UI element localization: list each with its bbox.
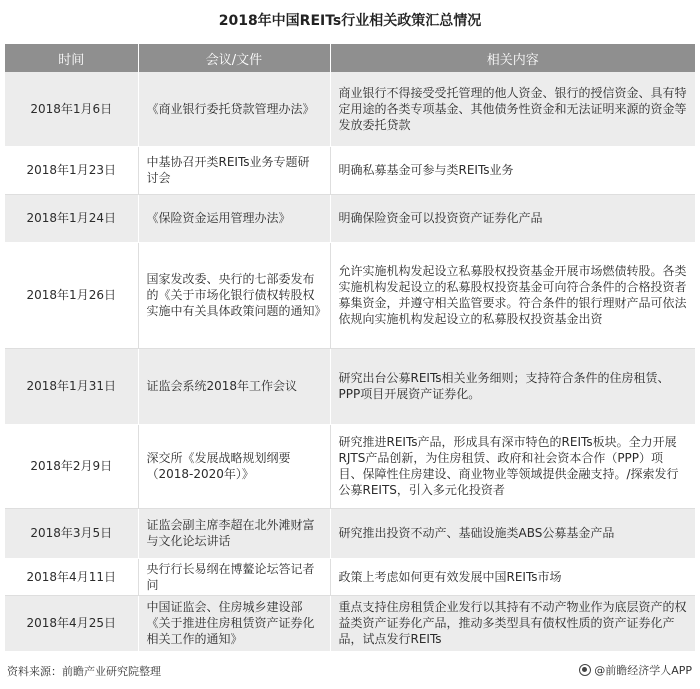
brand-logo-icon [579, 664, 591, 676]
cell-date: 2018年1月31日 [5, 348, 138, 424]
cell-date: 2018年4月11日 [5, 558, 138, 595]
table-row [5, 595, 695, 651]
cell-content: 明确保险资金可以投资资产证券化产品 [330, 194, 695, 242]
cell-content: 研究出台公募REITs相关业务细则；支持符合条件的住房租赁、PPP项目开展资产证券化。 [330, 348, 695, 424]
source-note: 资料来源：前瞻产业研究院整理 [7, 665, 161, 678]
cell-meeting: 证监会系统2018年工作会议 [138, 348, 330, 424]
table-row [5, 194, 695, 242]
table-row [5, 424, 695, 508]
cell-meeting: 《商业银行委托贷款管理办法》 [138, 72, 330, 146]
column-header-meeting: 会议/文件 [138, 44, 330, 72]
table-header-row [5, 44, 695, 72]
column-header-content: 相关内容 [330, 44, 695, 72]
cell-date: 2018年1月26日 [5, 242, 138, 348]
table-row [5, 558, 695, 595]
table-row [5, 508, 695, 558]
cell-date: 2018年4月25日 [5, 595, 138, 651]
table-row [5, 348, 695, 424]
cell-meeting: 证监会副主席李超在北外滩财富与文化论坛讲话 [138, 508, 330, 558]
cell-meeting: 《保险资金运用管理办法》 [138, 194, 330, 242]
column-header-date: 时间 [5, 44, 138, 72]
cell-meeting: 中基协召开类REITs业务专题研讨会 [138, 146, 330, 194]
policy-table [5, 44, 695, 652]
page-title: 2018年中国REITs行业相关政策汇总情况 [218, 13, 482, 29]
cell-date: 2018年3月5日 [5, 508, 138, 558]
cell-meeting: 央行行长易纲在博鳌论坛答记者问 [138, 558, 330, 595]
cell-meeting: 国家发改委、央行的七部委发布的《关于市场化银行债权转股权实施中有关具体政策问题的通知》 [138, 242, 330, 348]
cell-meeting: 中国证监会、住房城乡建设部《关于推进住房租赁资产证券化相关工作的通知》 [138, 595, 330, 651]
table-row [5, 72, 695, 146]
cell-meeting: 深交所《发展战略规划纲要（2018-2020年）》 [138, 424, 330, 508]
cell-content: 明确私募基金可参与类REITs业务 [330, 146, 695, 194]
cell-content: 政策上考虑如何更有效发展中国REITs市场 [330, 558, 695, 595]
table-row [5, 146, 695, 194]
cell-date: 2018年1月23日 [5, 146, 138, 194]
cell-content: 研究推出投资不动产、基础设施类ABS公募基金产品 [330, 508, 695, 558]
cell-date: 2018年1月6日 [5, 72, 138, 146]
cell-date: 2018年1月24日 [5, 194, 138, 242]
cell-date: 2018年2月9日 [5, 424, 138, 508]
cell-content: 研究推进REITs产品，形成具有深市特色的REITs板块。全力开展RJTS产品创新，为住房租赁、政府和社会资本合作（PPP）项目、保障性住房建设、商业物业等领域提供金融支持。/探索发行公募REITS，引入多元化投资者 [330, 424, 695, 508]
cell-content: 商业银行不得接受受托管理的他人资金、银行的授信资金、具有特定用途的各类专项基金、其他债务性资金和无法证明来源的资金等发放委托贷款 [330, 72, 695, 146]
cell-content: 重点支持住房租赁企业发行以其持有不动产物业作为底层资产的权益类资产证券化产品，推动多类型具有债权性质的资产证券化产品，试点发行REITs [330, 595, 695, 651]
brand-label: @前瞻经济学人APP [594, 664, 692, 677]
brand-credit [579, 662, 692, 678]
table-row [5, 242, 695, 348]
cell-content: 允许实施机构发起设立私募股权投资基金开展市场燃债转股。各类实施机构发起设立的私募股权投资基金可向符合条件的合格投资者募集资金，并遵守相关监管要求。符合条件的银行理财产品可依法依规向实施机构发起设立的私募股权投资基金出资 [330, 242, 695, 348]
